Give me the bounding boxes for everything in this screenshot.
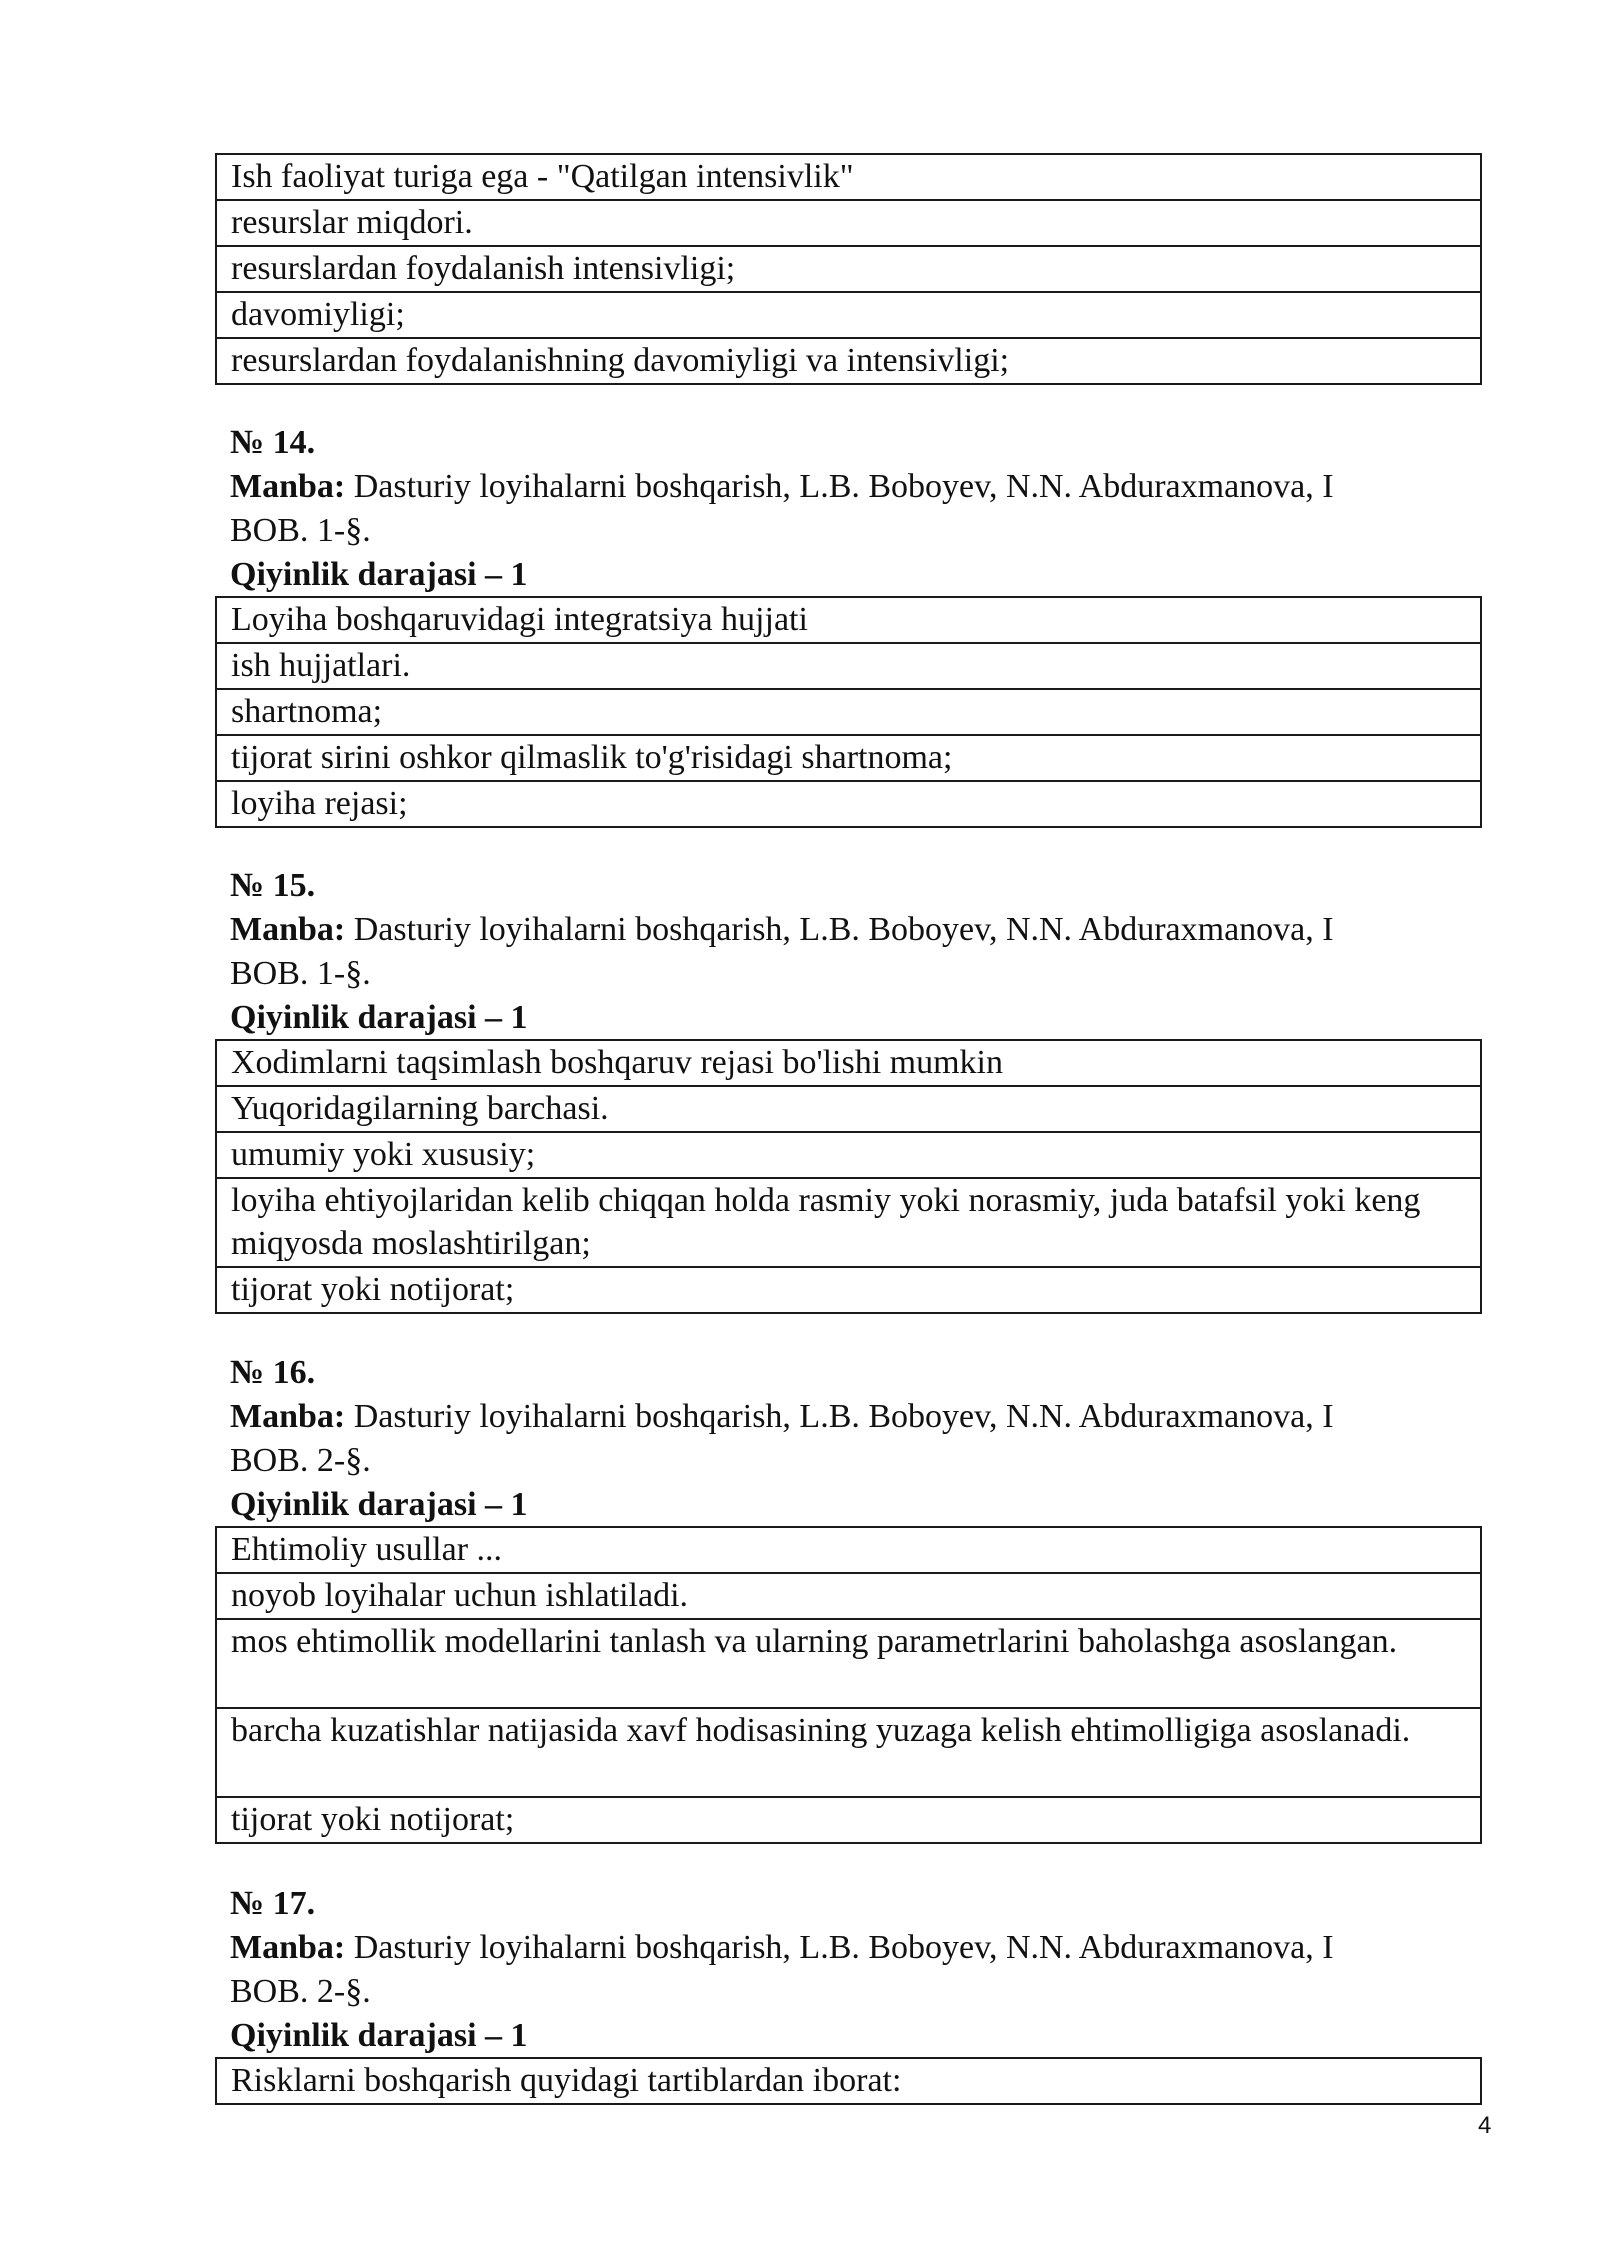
q13-answers-table [215, 153, 1482, 385]
q15-number: № 15. [230, 867, 316, 904]
q14-source-label: Manba: [230, 468, 346, 505]
q17-header [230, 1882, 1490, 2058]
q14-answer-row: ish hujjatlari. [216, 643, 1481, 689]
q15-answer-row: Yuqoridagilarning barchasi. [216, 1086, 1481, 1132]
q15-source-label: Manba: [230, 911, 346, 948]
q14-answer-row: loyiha rejasi; [216, 781, 1481, 827]
q16-answers-table [215, 1526, 1482, 1844]
q14-answers-table [215, 596, 1482, 828]
page-number: 4 [1478, 2112, 1492, 2139]
q17-question-row: Risklarni boshqarish quyidagi tartiblardan iborat: [216, 2058, 1481, 2104]
q16-source-text: Dasturiy loyihalarni boshqarish, L.B. Boboyev, N.N. Abduraxmanova, I [345, 1398, 1334, 1435]
q15-answers-table [215, 1039, 1482, 1314]
q17-difficulty: Qiyinlik darajasi – 1 [230, 2017, 528, 2054]
q14-question-row: Loyiha boshqaruvidagi integratsiya hujjati [216, 597, 1481, 643]
q16-answer-row: mos ehtimollik modellarini tanlash va ularning parametrlarini baholashga asoslangan. [216, 1619, 1481, 1708]
q16-question-row: Ehtimoliy usullar ... [216, 1527, 1481, 1573]
q14-number: № 14. [230, 424, 316, 461]
q13-answer-row: resurslardan foydalanish intensivligi; [216, 246, 1481, 292]
q13-answer-row: resurslar miqdori. [216, 200, 1481, 246]
q15-header [230, 864, 1490, 1040]
q16-difficulty: Qiyinlik darajasi – 1 [230, 1486, 528, 1523]
q15-answer-row: tijorat yoki notijorat; [216, 1267, 1481, 1313]
q13-answer-row: resurslardan foydalanishning davomiyligi va intensivligi; [216, 338, 1481, 384]
q17-source-text-cont: BOB. 2-§. [230, 1973, 371, 2010]
q15-question-row: Xodimlarni taqsimlash boshqaruv rejasi bo'lishi mumkin [216, 1040, 1481, 1086]
q17-source-label: Manba: [230, 1929, 346, 1966]
q16-number: № 16. [230, 1354, 316, 1391]
q13-answer-row: davomiyligi; [216, 292, 1481, 338]
q15-answer-row: umumiy yoki xususiy; [216, 1132, 1481, 1178]
q14-source-text-cont: BOB. 1-§. [230, 512, 371, 549]
q14-source-text: Dasturiy loyihalarni boshqarish, L.B. Boboyev, N.N. Abduraxmanova, I [345, 468, 1334, 505]
q14-header [230, 421, 1490, 597]
q16-answer-row: noyob loyihalar uchun ishlatiladi. [216, 1573, 1481, 1619]
q16-header [230, 1351, 1490, 1527]
q17-number: № 17. [230, 1885, 316, 1922]
q14-difficulty: Qiyinlik darajasi – 1 [230, 556, 528, 593]
q17-answers-table [215, 2057, 1482, 2105]
q15-answer-row: loyiha ehtiyojlaridan kelib chiqqan holda rasmiy yoki norasmiy, juda batafsil yoki keng miqyosda moslashtirilgan; [216, 1178, 1481, 1267]
q15-source-text: Dasturiy loyihalarni boshqarish, L.B. Boboyev, N.N. Abduraxmanova, I [345, 911, 1334, 948]
q15-difficulty: Qiyinlik darajasi – 1 [230, 999, 528, 1036]
q16-source-label: Manba: [230, 1398, 346, 1435]
q14-answer-row: shartnoma; [216, 689, 1481, 735]
q16-source-text-cont: BOB. 2-§. [230, 1442, 371, 1479]
q14-answer-row: tijorat sirini oshkor qilmaslik to'g'risidagi shartnoma; [216, 735, 1481, 781]
q17-source-text: Dasturiy loyihalarni boshqarish, L.B. Boboyev, N.N. Abduraxmanova, I [345, 1929, 1334, 1966]
q13-question-row: Ish faoliyat turiga ega - "Qatilgan intensivlik" [216, 154, 1481, 200]
q16-answer-row: tijorat yoki notijorat; [216, 1797, 1481, 1843]
q15-source-text-cont: BOB. 1-§. [230, 955, 371, 992]
q16-answer-row: barcha kuzatishlar natijasida xavf hodisasining yuzaga kelish ehtimolligiga asoslanadi. [216, 1708, 1481, 1797]
